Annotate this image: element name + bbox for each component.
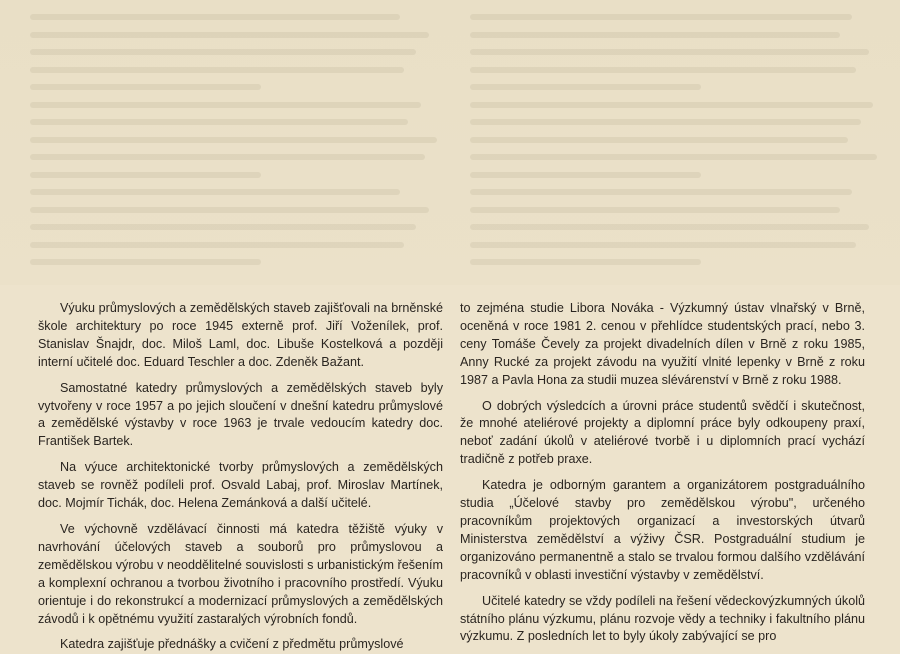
show-through-line bbox=[470, 67, 856, 73]
show-through-line bbox=[470, 119, 861, 125]
paragraph: Výuku průmyslových a zemědělských staveb zajišťovali na brněnské škole architektury po roce 1945 externě prof. Jiří Voženílek, prof. Stanislav Šnajdr, doc. Miloš Laml, doc. Libuše Kostelková a později interní učitelé doc. Eduard Teschler a doc. Zdeněk Bažant. bbox=[38, 301, 443, 369]
show-through-area bbox=[0, 0, 900, 285]
right-column bbox=[460, 300, 865, 646]
show-through-line bbox=[30, 67, 404, 73]
show-through-line bbox=[30, 102, 421, 108]
show-through-line bbox=[30, 259, 261, 265]
show-through-line bbox=[470, 137, 848, 143]
show-through-line bbox=[470, 154, 877, 160]
show-through-line bbox=[30, 207, 429, 213]
paragraph: Katedra zajišťuje přednášky a cvičení z předmětu průmyslové bbox=[60, 637, 404, 652]
show-through-line bbox=[30, 189, 400, 195]
show-through-line bbox=[470, 242, 856, 248]
show-through-line bbox=[470, 224, 869, 230]
show-through-line bbox=[30, 172, 261, 178]
show-through-line bbox=[470, 84, 701, 90]
show-through-line bbox=[30, 32, 429, 38]
show-through-line bbox=[30, 14, 400, 20]
show-through-line bbox=[470, 189, 852, 195]
show-through-line bbox=[30, 137, 437, 143]
show-through-line bbox=[30, 49, 416, 55]
show-through-line bbox=[470, 14, 852, 20]
show-through-line bbox=[470, 207, 840, 213]
show-through-line bbox=[30, 119, 408, 125]
paragraph: Katedra je odborným garantem a organizátorem postgraduálního studia „Účelové stavby pro zemědělskou výrobu", určeného pracovníkům projektových organizací a investorských útvarů Ministerstva zemědělství a výživy ČSR. Postgraduální studium je organizováno permanentně a stalo se trvalou formou dalšího vzdělávání pracovníků v oblasti investiční výstavby v zemědělství. bbox=[460, 478, 865, 582]
show-through-line bbox=[30, 242, 404, 248]
paragraph: Samostatné katedry průmyslových a zemědělských staveb byly vytvořeny v roce 1957 a po jejich sloučení v dnešní katedru průmyslové a zemědělské výstavby v roce 1963 je trvale vedoucím katedry doc. František Bartek. bbox=[38, 380, 443, 449]
paragraph: to zejména studie Libora Nováka - Výzkumný ústav vlnařský v Brně, oceněná v roce 1981 2. cenou v přehlídce studentských prací, nebo 3. ceny Tomáše Čevely za projekt divadelních dílen v Brně z roku 1985, Anny Rucké za projekt závodu na využití vlnité lepenky v Brně z roku 1987 a Pavla Hona za studii muzea slévárenství v Brně z roku 1988. bbox=[460, 301, 865, 387]
show-through-line bbox=[470, 172, 701, 178]
show-through-line bbox=[470, 102, 873, 108]
show-through-line bbox=[30, 154, 425, 160]
show-through-line bbox=[30, 224, 416, 230]
show-through-line bbox=[470, 32, 840, 38]
show-through-line bbox=[470, 259, 701, 265]
paragraph: Ve výchovně vzdělávací činnosti má katedra těžiště výuky v navrhování účelových staveb a souborů pro průmyslovou a zemědělskou výrobu v neoddělitelné souvislosti s urbanistickým řešením a komplexní ochranou a tvorbou životního i pracovního prostředí. Výuku orientuje i do rekonstrukcí a modernizací průmyslových a zemědělských závodů i k opětnému využití zastaralých výrobních fondů. bbox=[38, 521, 443, 626]
paragraph: Učitelé katedry se vždy podíleli na řešení vědeckovýzkumných úkolů státního plánu výzkumu, plánu rozvoje vědy a techniky i fakultního plánu výzkumu. Z posledních let to byly úkoly zabývající se pro bbox=[460, 593, 865, 644]
show-through-line bbox=[470, 49, 869, 55]
show-through-line bbox=[30, 84, 261, 90]
paragraph: O dobrých výsledcích a úrovni práce studentů svědčí i skutečnost, že mnohé ateliérové projekty a diplomní práce byly odkoupeny praxí, neboť zadání úkolů v ateliérové tvorbě i u diplomních prací vychází tradičně z potřeb praxe. bbox=[460, 398, 865, 467]
left-column bbox=[38, 300, 443, 654]
paragraph: Na výuce architektonické tvorby průmyslových a zemědělských staveb se rovněž podíleli prof. Osvald Labaj, prof. Miroslav Martínek, doc. Mojmír Tichák, doc. Helena Zemánková a další učitelé. bbox=[38, 460, 443, 511]
